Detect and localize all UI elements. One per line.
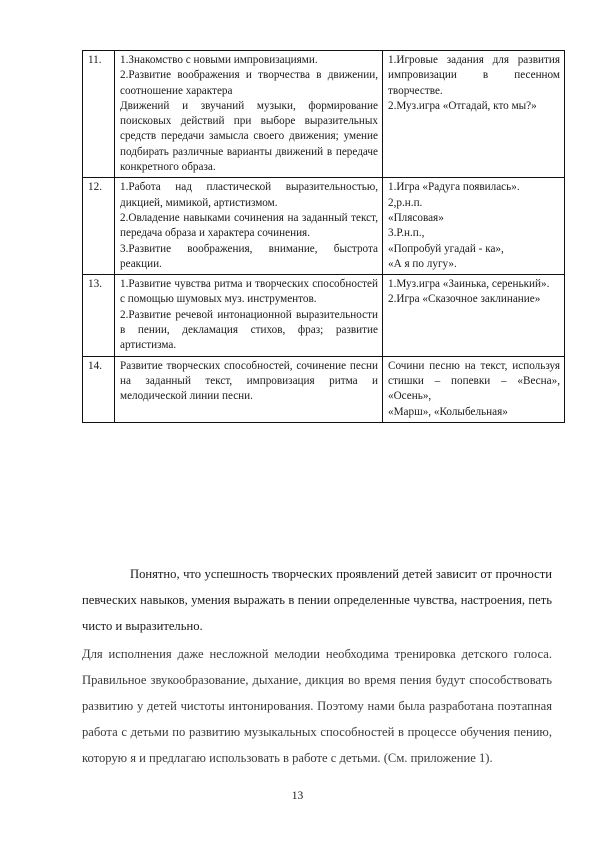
table-row xyxy=(83,51,565,178)
game-item: «Попробуй угадай - ка», xyxy=(388,242,504,255)
lesson-plan-table xyxy=(82,50,565,423)
table-row xyxy=(83,356,565,422)
tasks-cell xyxy=(115,51,383,178)
table-row xyxy=(83,275,565,356)
page-number: 13 xyxy=(291,790,304,802)
game-item: 2.Муз.игра «Отгадай, кто мы?» xyxy=(388,99,537,112)
task-item: Развитие творческих способностей, сочинение песни на заданный текст, импровизация ритма и мелодической линии песни. xyxy=(120,359,378,403)
task-item: 1.Развитие чувства ритма и творческих способностей с помощью шумовых муз. инструментов. xyxy=(120,278,378,306)
task-item: 2.Развитие речевой интонационной выразительности в пении, декламация стихов, фраз; развитие артистизма. xyxy=(120,308,378,352)
games-cell xyxy=(383,51,565,178)
game-item: 2.Игра «Сказочное заклинание» xyxy=(388,293,541,306)
game-item: 2,р.н.п. xyxy=(388,196,423,209)
games-cell xyxy=(383,356,565,422)
task-item: Движений и звучаний музыки, формирование поисковых действий при выборе выразительных средств передачи замысла своего движения; умение подбирать различные варианты движений в передаче конкретного образа. xyxy=(120,99,378,174)
row-number: 13. xyxy=(83,275,115,356)
game-item: 3.Р.н.п., xyxy=(388,227,425,240)
task-item: 2.Овладение навыками сочинения на заданный текст, передача образа и характера сочинения. xyxy=(120,211,378,240)
task-item: 3.Развитие воображения, внимание, быстрота реакции. xyxy=(120,242,378,270)
row-number: 14. xyxy=(83,356,115,422)
task-item: 2.Развитие воображения и творчества в движении, соотношение характера xyxy=(120,69,378,97)
game-item: «Марш», «Колыбельная» xyxy=(388,405,508,418)
games-cell xyxy=(383,178,565,275)
row-number: 12. xyxy=(83,178,115,275)
body-paragraph-2: Для исполнения даже несложной мелодии необходима тренировка детского голоса. Правильное звукообразование, дыхание, дикция во время пения будут способствовать развитию у детей чистоты интонирования. Поэтому нами была разработана поэтапная работа с детьми по развитию музыкальных способностей в процессе обучения пению, которую я и предлагаю использовать в работе с детьми. (См. приложение 1). xyxy=(82,646,552,765)
task-item: 1.Знакомство с новыми импровизациями. xyxy=(120,54,318,66)
game-item: «А я по лугу». xyxy=(388,257,457,270)
body-paragraph-1: Понятно, что успешность творческих проявлений детей зависит от прочности певческих навыков, умения выражать в пении определенные чувства, настроения, петь чисто и выразительно. xyxy=(82,566,552,633)
tasks-cell xyxy=(115,356,383,422)
table-row xyxy=(83,178,565,275)
game-item: 1.Игровые задания для развития импровизации в песенном творчестве. xyxy=(388,54,560,97)
game-item: 1.Муз.игра «Заинька, серенький». xyxy=(388,278,550,291)
game-item: «Плясовая» xyxy=(388,211,444,224)
game-item: 1.Игра «Радуга появилась». xyxy=(388,181,520,194)
row-number: 11. xyxy=(83,51,115,178)
games-cell xyxy=(383,275,565,356)
game-item: Сочини песню на текст, используя стишки – попевки – «Весна», «Осень», xyxy=(388,359,560,403)
tasks-cell xyxy=(115,178,383,275)
tasks-cell xyxy=(115,275,383,356)
task-item: 1.Работа над пластической выразительностью, дикцией, мимикой, артистизмом. xyxy=(120,181,378,209)
